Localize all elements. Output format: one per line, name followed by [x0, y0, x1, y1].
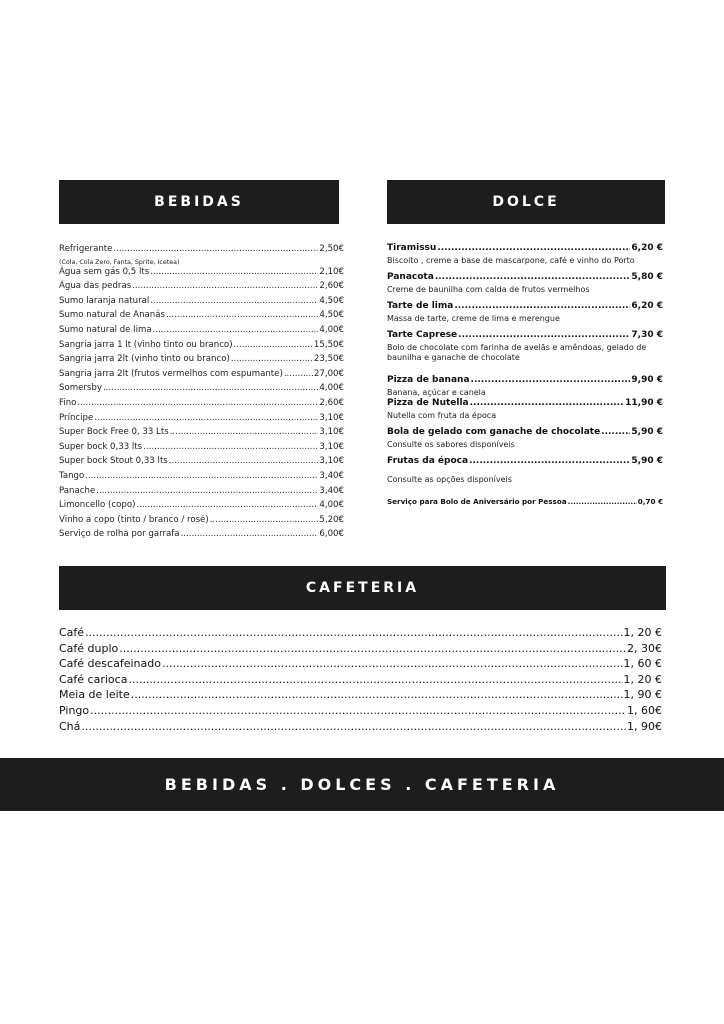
footer-banner	[0, 758, 724, 811]
item-price: 4,50€	[319, 295, 344, 306]
item-name: Café descafeinado	[59, 657, 161, 671]
item-price: 6,00€	[319, 529, 344, 540]
item-name: Serviço para Bolo de Aniversário por Pessoa	[387, 497, 567, 506]
bebidas-header	[59, 180, 339, 224]
menu-item	[59, 281, 344, 296]
item-name: Água das pedras	[59, 281, 132, 292]
item-name: Fino	[59, 397, 77, 408]
item-name: Meia de leite	[59, 688, 130, 702]
item-name: Água sem gás 0,5 lts	[59, 266, 150, 277]
item-price: 5,90 €	[631, 427, 663, 437]
dessert-item	[387, 272, 663, 285]
cafeteria-list	[59, 626, 662, 735]
dolce-title: DOLCE	[492, 194, 560, 210]
item-name: Panache	[59, 485, 96, 496]
item-price: 0,70 €	[637, 497, 663, 506]
item-name: Bola de gelado com ganache de chocolate	[387, 427, 601, 437]
menu-item	[59, 398, 344, 413]
dessert-item	[387, 243, 663, 256]
menu-item	[59, 413, 344, 428]
item-description: Consulte as opções disponíveis	[387, 475, 512, 484]
item-name: Tarte de lima	[387, 301, 454, 311]
item-name: Tango	[59, 470, 85, 481]
item-name: Refrigerante	[59, 244, 113, 254]
coffee-item	[59, 657, 662, 673]
item-price: 9,90 €	[631, 375, 663, 385]
menu-item	[59, 500, 344, 515]
dessert-item	[387, 301, 663, 314]
dolce-list	[387, 243, 663, 510]
menu-item	[59, 267, 344, 282]
item-name: Sangria jarra 2lt (frutos vermelhos com espumante)	[59, 368, 283, 379]
item-price: 1, 20 €	[623, 626, 662, 639]
bebidas-list	[59, 244, 344, 544]
item-price: 6,20 €	[631, 301, 663, 311]
item-name: Sangria jarra 1 lt (vinho tinto ou branco)	[59, 339, 233, 350]
menu-item	[59, 310, 344, 325]
menu-item	[59, 456, 344, 471]
dessert-item	[387, 398, 663, 411]
item-name: Vinho a copo (tinto / branco / rosé)	[59, 514, 209, 525]
service-item	[387, 497, 663, 510]
item-price: 2, 30€	[627, 641, 662, 655]
dessert-item	[387, 456, 663, 469]
item-price: 2,50€	[319, 244, 344, 254]
menu-item	[59, 325, 344, 340]
item-name: Pizza de Nutella	[387, 398, 469, 408]
menu-item	[59, 369, 344, 384]
item-price: 3,10€	[319, 441, 344, 452]
item-price: 1, 90€	[627, 719, 662, 733]
item-price: 5,90 €	[631, 456, 663, 466]
menu-item	[59, 340, 344, 355]
menu-item	[59, 442, 344, 457]
item-name: Sumo laranja natural	[59, 295, 150, 306]
item-name: Frutas da época	[387, 456, 469, 466]
item-name: Super Bock Free 0, 33 Lts	[59, 427, 169, 438]
item-price: 4,00€	[319, 500, 344, 511]
item-price: 2,60€	[319, 397, 344, 408]
item-price: 1, 90 €	[623, 688, 662, 702]
item-price: 6,20 €	[631, 243, 663, 253]
coffee-item	[59, 688, 662, 704]
item-price: 2,10€	[319, 266, 344, 277]
coffee-item	[59, 720, 662, 736]
bebidas-title: BEBIDAS	[154, 194, 244, 210]
menu-item	[59, 244, 344, 259]
dessert-item	[387, 330, 663, 343]
item-name: Café duplo	[59, 641, 119, 655]
item-price: 7,30 €	[631, 330, 663, 340]
item-name: Super bock Stout 0,33 lts	[59, 456, 168, 467]
item-description: Nutella com fruta da época	[387, 411, 497, 420]
menu-item	[59, 383, 344, 398]
item-description: Bolo de chocolate com farinha de avelãs e amêndoas, gelado de baunilha e ganache de chocolate	[387, 343, 647, 362]
item-price: 5,80 €	[631, 272, 663, 282]
footer-text: BEBIDAS . DOLCES . CAFETERIA	[164, 775, 560, 794]
menu-item	[59, 354, 344, 369]
menu-item	[59, 427, 344, 442]
item-price: 3,40€	[319, 485, 344, 496]
menu-item	[59, 486, 344, 501]
item-name: Café carioca	[59, 672, 128, 686]
item-description: Massa de tarte, creme de lima e merengue	[387, 314, 560, 323]
menu-item	[59, 296, 344, 311]
item-note: (Cola, Cola Zero, Fanta, Sprite, Icetea)	[59, 258, 180, 266]
item-description: Creme de baunilha com calda de frutos vermelhos	[387, 285, 590, 294]
item-name: Sumo natural de Ananás	[59, 310, 165, 321]
item-name: Pingo	[59, 703, 90, 717]
item-price: 1, 20 €	[623, 672, 662, 686]
item-price: 3,10€	[319, 427, 344, 438]
item-price: 4,50€	[319, 310, 344, 321]
item-price: 27,00€	[313, 368, 344, 379]
coffee-item	[59, 642, 662, 658]
item-price: 4,00€	[319, 383, 344, 394]
menu-item	[59, 529, 344, 544]
menu-item	[59, 515, 344, 530]
item-price: 15,50€	[313, 339, 344, 350]
item-price: 11,90 €	[625, 398, 663, 408]
item-name: Panacota	[387, 272, 434, 282]
item-description: Biscoito , creme a base de mascarpone, café e vinho do Porto	[387, 256, 635, 265]
item-description: Banana, açúcar e canela	[387, 388, 486, 397]
item-name: Chá	[59, 719, 81, 733]
dessert-item	[387, 375, 663, 388]
item-name: Sangria jarra 2lt (vinho tinto ou branco)	[59, 354, 230, 365]
cafeteria-header	[59, 566, 666, 610]
item-price: 4,00€	[319, 324, 344, 335]
item-name: Tiramissu	[387, 243, 437, 253]
coffee-item	[59, 673, 662, 689]
item-name: Serviço de rolha por garrafa	[59, 529, 180, 540]
coffee-item	[59, 704, 662, 720]
dessert-item	[387, 427, 663, 440]
item-price: 5,20€	[319, 514, 344, 525]
coffee-item	[59, 626, 662, 642]
item-name: Super bock 0,33 lts	[59, 441, 143, 452]
item-price: 3,40€	[319, 470, 344, 481]
item-price: 3,10€	[319, 412, 344, 423]
cafeteria-title: CAFETERIA	[305, 580, 420, 596]
menu-item	[59, 471, 344, 486]
item-price: 1, 60 €	[623, 657, 662, 671]
item-price: 1, 60€	[627, 703, 662, 717]
item-name: Somersby	[59, 383, 102, 394]
item-name: Limoncello (copo)	[59, 500, 136, 511]
item-name: Príncipe	[59, 412, 94, 423]
item-description: Consulte os sabores disponíveis	[387, 440, 515, 449]
item-name: Pizza de banana	[387, 375, 470, 385]
item-price: 23,50€	[313, 354, 344, 365]
item-name: Tarte Caprese	[387, 330, 458, 340]
item-price: 3,10€	[319, 456, 344, 467]
dolce-header	[387, 180, 665, 224]
item-name: Café	[59, 626, 85, 639]
item-price: 2,60€	[319, 281, 344, 292]
item-name: Sumo natural de lima	[59, 324, 152, 335]
